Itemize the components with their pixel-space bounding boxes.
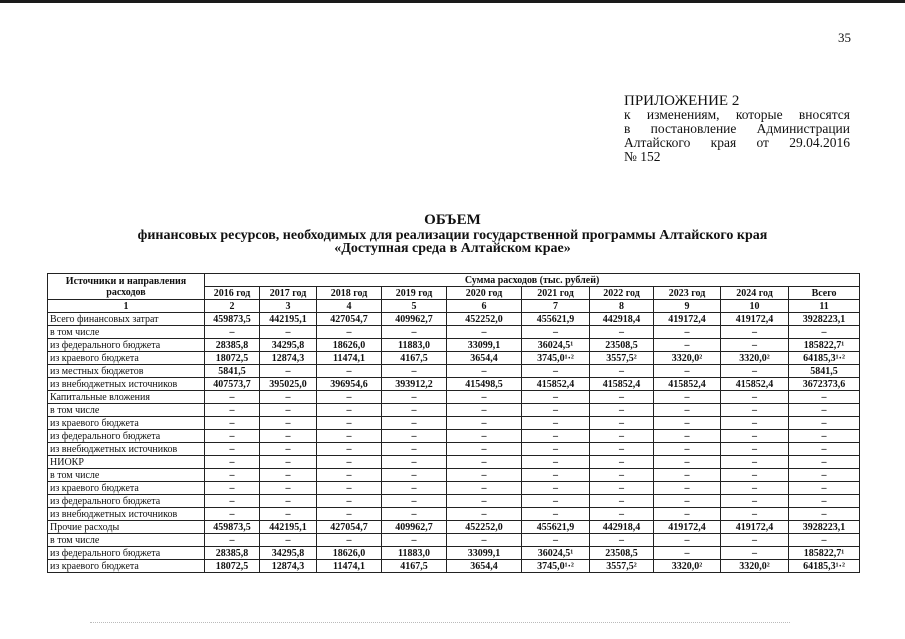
table-row (48, 326, 860, 339)
source-label-cell: в том числе (48, 404, 205, 417)
value-cell: – (789, 508, 860, 521)
value-cell: 3745,0¹·² (522, 352, 590, 365)
value-cell: – (590, 365, 654, 378)
value-cell: – (447, 534, 522, 547)
value-cell: – (789, 482, 860, 495)
table-row (48, 430, 860, 443)
value-cell: – (447, 456, 522, 469)
value-cell: 3928223,1 (789, 521, 860, 534)
value-cell: – (654, 443, 721, 456)
value-cell: 3320,0² (654, 352, 721, 365)
value-cell: 18072,5 (205, 352, 260, 365)
value-cell: 396954,6 (317, 378, 382, 391)
value-cell: 3557,5² (590, 352, 654, 365)
value-cell: – (654, 495, 721, 508)
value-cell: – (789, 391, 860, 404)
value-cell: – (721, 339, 789, 352)
value-cell: – (260, 391, 317, 404)
value-cell: – (789, 326, 860, 339)
year-column-header: 2018 год (317, 287, 382, 300)
value-cell: 18072,5 (205, 560, 260, 573)
value-cell: – (590, 534, 654, 547)
value-cell: – (789, 495, 860, 508)
source-label-cell: из внебюджетных источников (48, 378, 205, 391)
value-cell: – (317, 508, 382, 521)
value-cell: 11474,1 (317, 352, 382, 365)
value-cell: – (789, 404, 860, 417)
table-row (48, 443, 860, 456)
value-cell: 33099,1 (447, 547, 522, 560)
value-cell: – (382, 430, 447, 443)
table-row (48, 521, 860, 534)
value-cell: – (721, 404, 789, 417)
appendix-line: в постановление Администрации (624, 121, 850, 136)
column-index-cell: 1 (48, 300, 205, 313)
table-row (48, 469, 860, 482)
value-cell: – (590, 404, 654, 417)
value-cell: 442195,1 (260, 313, 317, 326)
value-cell: – (654, 469, 721, 482)
value-cell: – (447, 430, 522, 443)
value-cell: 11883,0 (382, 339, 447, 352)
value-cell: – (205, 417, 260, 430)
value-cell: – (654, 508, 721, 521)
value-cell: – (205, 326, 260, 339)
value-cell: 419172,4 (721, 313, 789, 326)
value-cell: – (654, 417, 721, 430)
value-cell: 409962,7 (382, 521, 447, 534)
value-cell: – (789, 417, 860, 430)
value-cell: – (590, 495, 654, 508)
value-cell: – (522, 391, 590, 404)
year-column-header: 2020 год (447, 287, 522, 300)
appendix-title: ПРИЛОЖЕНИЕ 2 (624, 93, 740, 109)
sources-column-header: Источники и направления расходов (48, 274, 205, 300)
value-cell: – (382, 534, 447, 547)
value-cell: 427054,7 (317, 313, 382, 326)
value-cell: – (260, 534, 317, 547)
appendix-line: № 152 (624, 149, 661, 164)
value-cell: – (590, 456, 654, 469)
value-cell: – (789, 534, 860, 547)
value-cell: – (590, 508, 654, 521)
year-column-header: 2021 год (522, 287, 590, 300)
value-cell: 415852,4 (721, 378, 789, 391)
value-cell: – (590, 391, 654, 404)
source-label-cell: из краевого бюджета (48, 560, 205, 573)
value-cell: – (260, 495, 317, 508)
table-row (48, 456, 860, 469)
value-cell: – (590, 430, 654, 443)
value-cell: 415852,4 (654, 378, 721, 391)
value-cell: 3557,5² (590, 560, 654, 573)
year-column-header: 2023 год (654, 287, 721, 300)
value-cell: – (382, 326, 447, 339)
value-cell: – (447, 508, 522, 521)
source-label-cell: из краевого бюджета (48, 417, 205, 430)
value-cell: – (260, 469, 317, 482)
expense-sum-header: Сумма расходов (тыс. рублей) (205, 274, 860, 287)
source-label-cell: в том числе (48, 469, 205, 482)
column-index-cell: 6 (447, 300, 522, 313)
value-cell: – (654, 547, 721, 560)
source-label-cell: НИОКР (48, 456, 205, 469)
column-index-cell: 7 (522, 300, 590, 313)
value-cell: – (447, 417, 522, 430)
value-cell: 3654,4 (447, 352, 522, 365)
column-index-cell: 2 (205, 300, 260, 313)
value-cell: 11474,1 (317, 560, 382, 573)
value-cell: – (382, 391, 447, 404)
value-cell: – (654, 430, 721, 443)
value-cell: – (260, 417, 317, 430)
value-cell: – (205, 508, 260, 521)
document-title: ОБЪЕМ (424, 212, 481, 228)
value-cell: – (260, 443, 317, 456)
value-cell: 36024,5¹ (522, 547, 590, 560)
value-cell: 459873,5 (205, 313, 260, 326)
year-column-header: 2016 год (205, 287, 260, 300)
value-cell: – (721, 417, 789, 430)
value-cell: 12874,3 (260, 352, 317, 365)
value-cell: – (721, 534, 789, 547)
source-label-cell: в том числе (48, 534, 205, 547)
value-cell: 442918,4 (590, 313, 654, 326)
source-label-cell: из внебюджетных источников (48, 508, 205, 521)
year-column-header: Всего (789, 287, 860, 300)
appendix-line: Алтайского края от 29.04.2016 (624, 135, 850, 150)
value-cell: – (317, 443, 382, 456)
value-cell: 455621,9 (522, 521, 590, 534)
value-cell: – (654, 326, 721, 339)
value-cell: – (205, 482, 260, 495)
table-row (48, 560, 860, 573)
value-cell: – (382, 417, 447, 430)
value-cell: – (447, 482, 522, 495)
column-index-cell: 4 (317, 300, 382, 313)
table-row (48, 404, 860, 417)
value-cell: – (721, 443, 789, 456)
value-cell: – (205, 534, 260, 547)
value-cell: – (721, 391, 789, 404)
value-cell: 415852,4 (522, 378, 590, 391)
value-cell: – (654, 391, 721, 404)
value-cell: – (522, 326, 590, 339)
value-cell: – (205, 430, 260, 443)
value-cell: – (205, 391, 260, 404)
value-cell: 23508,5 (590, 547, 654, 560)
value-cell: – (317, 404, 382, 417)
value-cell: – (317, 417, 382, 430)
value-cell: – (654, 404, 721, 417)
value-cell: 4167,5 (382, 352, 447, 365)
column-index-cell: 8 (590, 300, 654, 313)
table-row (48, 391, 860, 404)
value-cell: – (447, 469, 522, 482)
value-cell: – (522, 404, 590, 417)
value-cell: – (382, 469, 447, 482)
table-row (48, 365, 860, 378)
value-cell: 455621,9 (522, 313, 590, 326)
value-cell: 64185,3¹·² (789, 560, 860, 573)
value-cell: – (447, 326, 522, 339)
value-cell: – (522, 443, 590, 456)
value-cell: 427054,7 (317, 521, 382, 534)
value-cell: – (205, 443, 260, 456)
value-cell: – (382, 495, 447, 508)
appendix-line: к изменениям, которые вносятся (624, 107, 850, 122)
table-row (48, 417, 860, 430)
value-cell: 28385,8 (205, 339, 260, 352)
value-cell: 459873,5 (205, 521, 260, 534)
value-cell: – (721, 456, 789, 469)
value-cell: 28385,8 (205, 547, 260, 560)
value-cell: 23508,5 (590, 339, 654, 352)
value-cell: 419172,4 (654, 521, 721, 534)
table-row (48, 495, 860, 508)
value-cell: – (317, 482, 382, 495)
value-cell: – (317, 326, 382, 339)
value-cell: – (522, 430, 590, 443)
value-cell: – (654, 339, 721, 352)
value-cell: – (447, 365, 522, 378)
value-cell: 395025,0 (260, 378, 317, 391)
year-column-header: 2017 год (260, 287, 317, 300)
value-cell: 185822,7¹ (789, 339, 860, 352)
financial-resources-table (47, 273, 860, 573)
value-cell: 409962,7 (382, 313, 447, 326)
year-column-header: 2024 год (721, 287, 789, 300)
value-cell: 4167,5 (382, 560, 447, 573)
value-cell: – (789, 443, 860, 456)
value-cell: – (654, 456, 721, 469)
value-cell: – (721, 326, 789, 339)
value-cell: – (590, 469, 654, 482)
value-cell: 5841,5 (789, 365, 860, 378)
value-cell: – (721, 508, 789, 521)
year-column-header: 2019 год (382, 287, 447, 300)
value-cell: – (205, 469, 260, 482)
value-cell: – (789, 456, 860, 469)
value-cell: – (260, 430, 317, 443)
value-cell: – (522, 508, 590, 521)
value-cell: – (522, 456, 590, 469)
page-number: 35 (838, 30, 851, 45)
value-cell: 36024,5¹ (522, 339, 590, 352)
value-cell: 3745,0¹·² (522, 560, 590, 573)
value-cell: – (789, 469, 860, 482)
value-cell: 3928223,1 (789, 313, 860, 326)
value-cell: – (590, 417, 654, 430)
value-cell: – (522, 534, 590, 547)
value-cell: 419172,4 (654, 313, 721, 326)
value-cell: – (317, 391, 382, 404)
table-row (48, 547, 860, 560)
value-cell: 5841,5 (205, 365, 260, 378)
source-label-cell: из федерального бюджета (48, 339, 205, 352)
source-label-cell: Прочие расходы (48, 521, 205, 534)
value-cell: – (447, 391, 522, 404)
value-cell: – (447, 495, 522, 508)
value-cell: – (522, 482, 590, 495)
value-cell: 393912,2 (382, 378, 447, 391)
value-cell: – (317, 534, 382, 547)
value-cell: – (721, 482, 789, 495)
value-cell: – (260, 365, 317, 378)
value-cell: – (447, 443, 522, 456)
program-name: «Доступная среда в Алтайском крае» (334, 241, 571, 256)
scan-artifact-line (90, 622, 790, 624)
value-cell: 442918,4 (590, 521, 654, 534)
value-cell: – (317, 495, 382, 508)
column-index-row (48, 300, 860, 313)
value-cell: 34295,8 (260, 547, 317, 560)
value-cell: – (721, 430, 789, 443)
value-cell: – (317, 365, 382, 378)
value-cell: 12874,3 (260, 560, 317, 573)
value-cell: 407573,7 (205, 378, 260, 391)
value-cell: – (260, 404, 317, 417)
value-cell: – (317, 456, 382, 469)
source-label-cell: из внебюджетных источников (48, 443, 205, 456)
document-subtitle: финансовых ресурсов, необходимых для реализации государственной программы Алтайского края (137, 228, 768, 243)
value-cell: 442195,1 (260, 521, 317, 534)
value-cell: – (590, 443, 654, 456)
value-cell: – (382, 365, 447, 378)
value-cell: – (317, 430, 382, 443)
value-cell: – (205, 495, 260, 508)
value-cell: – (205, 456, 260, 469)
value-cell: – (522, 495, 590, 508)
value-cell: – (205, 404, 260, 417)
appendix-block (624, 94, 850, 164)
value-cell: 185822,7¹ (789, 547, 860, 560)
value-cell: – (522, 365, 590, 378)
table-row (48, 352, 860, 365)
value-cell: – (382, 404, 447, 417)
value-cell: 3654,4 (447, 560, 522, 573)
table-row (48, 534, 860, 547)
value-cell: – (522, 417, 590, 430)
value-cell: 18626,0 (317, 339, 382, 352)
source-label-cell: в том числе (48, 326, 205, 339)
source-label-cell: из федерального бюджета (48, 547, 205, 560)
source-label-cell: из федерального бюджета (48, 495, 205, 508)
column-index-cell: 11 (789, 300, 860, 313)
column-index-cell: 5 (382, 300, 447, 313)
table-row (48, 339, 860, 352)
value-cell: 64185,3¹·² (789, 352, 860, 365)
table-row (48, 482, 860, 495)
value-cell: 18626,0 (317, 547, 382, 560)
value-cell: 3320,0² (721, 560, 789, 573)
table-row (48, 313, 860, 326)
value-cell: – (590, 482, 654, 495)
value-cell: – (260, 482, 317, 495)
source-label-cell: Всего финансовых затрат (48, 313, 205, 326)
value-cell: – (260, 456, 317, 469)
value-cell: – (721, 469, 789, 482)
value-cell: 452252,0 (447, 521, 522, 534)
page-top-edge (0, 0, 905, 3)
value-cell: 11883,0 (382, 547, 447, 560)
column-index-cell: 3 (260, 300, 317, 313)
value-cell: 415852,4 (590, 378, 654, 391)
value-cell: – (382, 443, 447, 456)
source-label-cell: из федерального бюджета (48, 430, 205, 443)
value-cell: 3320,0² (654, 560, 721, 573)
value-cell: – (382, 508, 447, 521)
table-row (48, 378, 860, 391)
value-cell: – (522, 469, 590, 482)
value-cell: 419172,4 (721, 521, 789, 534)
value-cell: 3672373,6 (789, 378, 860, 391)
value-cell: – (721, 547, 789, 560)
value-cell: – (260, 326, 317, 339)
value-cell: – (654, 534, 721, 547)
value-cell: 3320,0² (721, 352, 789, 365)
source-label-cell: из краевого бюджета (48, 352, 205, 365)
value-cell: – (789, 430, 860, 443)
value-cell: – (654, 365, 721, 378)
value-cell: – (382, 456, 447, 469)
source-label-cell: из местных бюджетов (48, 365, 205, 378)
value-cell: – (260, 508, 317, 521)
value-cell: – (447, 404, 522, 417)
value-cell: – (721, 365, 789, 378)
value-cell: – (590, 326, 654, 339)
value-cell: – (654, 482, 721, 495)
source-label-cell: из краевого бюджета (48, 482, 205, 495)
value-cell: 452252,0 (447, 313, 522, 326)
value-cell: 33099,1 (447, 339, 522, 352)
column-index-cell: 9 (654, 300, 721, 313)
value-cell: – (317, 469, 382, 482)
year-column-header: 2022 год (590, 287, 654, 300)
column-index-cell: 10 (721, 300, 789, 313)
value-cell: – (721, 495, 789, 508)
source-label-cell: Капитальные вложения (48, 391, 205, 404)
value-cell: – (382, 482, 447, 495)
value-cell: 34295,8 (260, 339, 317, 352)
value-cell: 415498,5 (447, 378, 522, 391)
table-row (48, 508, 860, 521)
